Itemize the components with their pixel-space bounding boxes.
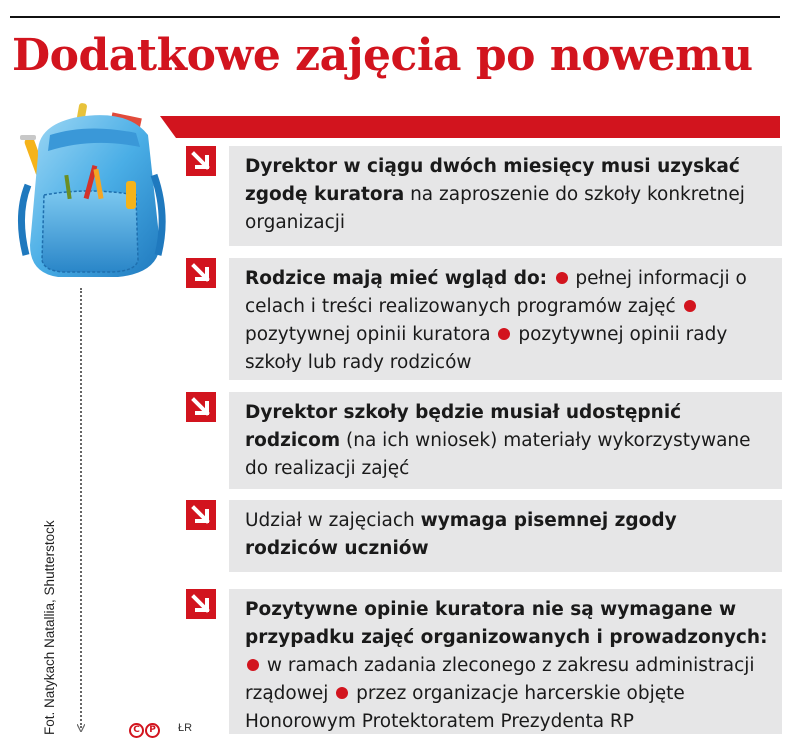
body-text: Udział w zajęciach: [245, 510, 421, 531]
publisher-logo: [129, 720, 161, 738]
bullet-dot-icon: [247, 659, 259, 671]
info-item: [186, 146, 782, 246]
photo-credit: Fot. Natykach Natallia, Shutterstock: [42, 520, 57, 735]
arrow-down-right-icon: [186, 500, 216, 530]
info-text-box: [229, 392, 782, 489]
bold-text: wymaga pisemnej zgody rodziców uczniów: [245, 510, 677, 559]
red-header-bar: [160, 116, 780, 138]
arrow-down-right-icon: [186, 258, 216, 288]
top-rule: [10, 16, 780, 18]
logo-p: P: [145, 723, 160, 738]
backpack-illustration: [8, 95, 173, 285]
dotted-guide-line: [80, 288, 82, 728]
info-text-box: [229, 258, 782, 380]
arrow-down-right-icon: [186, 146, 216, 176]
info-item: [186, 589, 782, 734]
info-text-box: [229, 589, 782, 734]
info-text-box: [229, 500, 782, 572]
body-text: przez organizacje harcerskie objęte Honorowym Protektoratem Prezydenta RP: [245, 683, 685, 732]
info-text-box: [229, 146, 782, 246]
arrow-down-right-icon: [186, 589, 216, 619]
body-text: (na ich wniosek) materiały wykorzystywane do realizacji zajęć: [245, 430, 751, 479]
page-title: Dodatkowe zajęcia po nowemu: [12, 30, 753, 81]
bullet-dot-icon: [556, 272, 568, 284]
bullet-dot-icon: [498, 328, 510, 340]
bold-text: Dyrektor szkoły będzie musiał udostępnić rodzicom: [245, 402, 682, 451]
bullet-dot-icon: [684, 300, 696, 312]
info-item: [186, 500, 782, 572]
body-text: pełnej informacji o celach i treści realizowanych programów zajęć: [245, 268, 747, 317]
info-item: [186, 392, 782, 489]
bold-text: Dyrektor w ciągu dwóch miesięcy musi uzyskać zgodę kuratora: [245, 156, 740, 205]
info-item: [186, 258, 782, 380]
body-text: w ramach zadania zleconego z zakresu administracji rządowej: [245, 655, 755, 704]
bold-text: Rodzice mają mieć wgląd do:: [245, 268, 554, 289]
body-text: na zaproszenie do szkoły konkretnej organizacji: [245, 184, 745, 233]
body-text: pozytywnej opinii kuratora: [245, 324, 497, 345]
author-initials: ŁR: [178, 722, 193, 734]
bold-text: Pozytywne opinie kuratora nie są wymagane w przypadku zajęć organizowanych i prowadzonych:: [245, 599, 768, 648]
body-text: pozytywnej opinii rady szkoły lub rady rodziców: [245, 324, 728, 373]
logo-c: C: [129, 723, 144, 738]
dotted-line-end-marker: [77, 724, 85, 732]
arrow-down-right-icon: [186, 392, 216, 422]
bullet-dot-icon: [336, 687, 348, 699]
